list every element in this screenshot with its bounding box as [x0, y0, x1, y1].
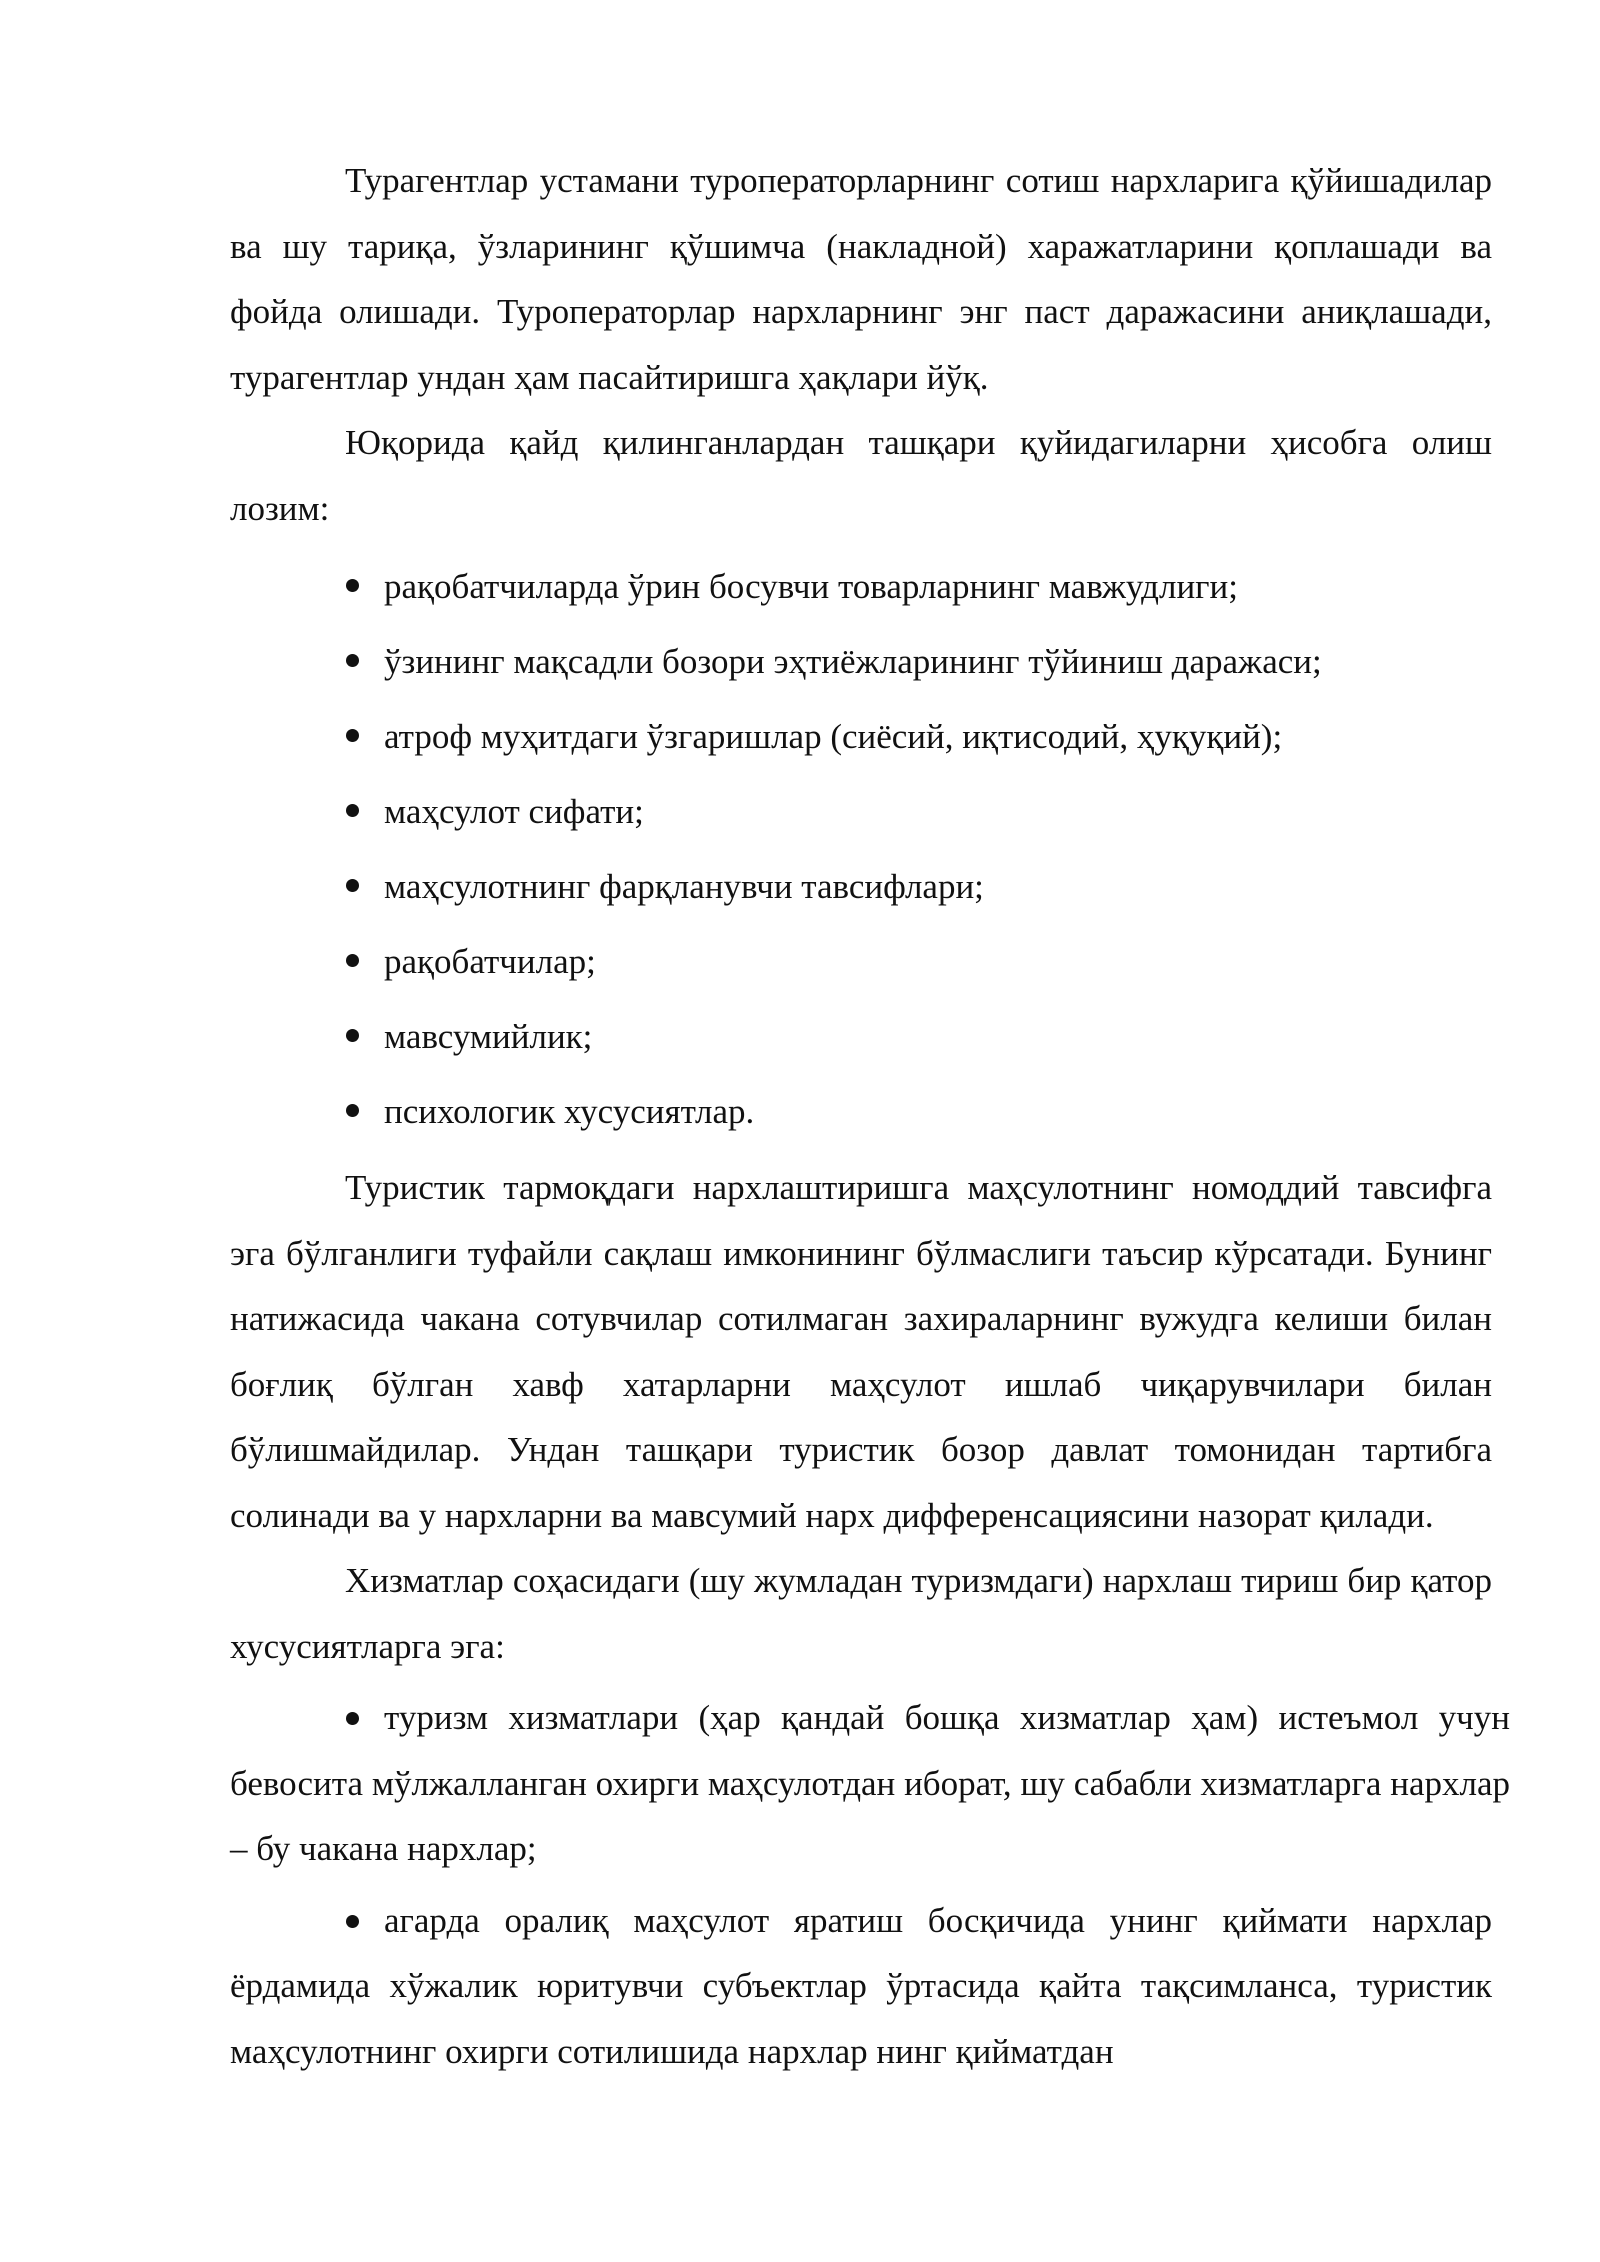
list-item: [230, 1888, 1492, 2085]
list-item-text: мавсумийлик;: [384, 1017, 593, 1056]
bullet-icon: [346, 1029, 359, 1042]
list-item: [230, 774, 1492, 849]
list-item-text: маҳсулот сифати;: [384, 792, 644, 831]
bullet-icon: [346, 729, 359, 742]
list-item: [230, 624, 1492, 699]
bullet-icon: [346, 579, 359, 592]
list-item-text: психологик хусусиятлар.: [384, 1092, 755, 1131]
document-page: [230, 148, 1510, 2084]
bullet-icon: [346, 804, 359, 817]
factor-list: [230, 549, 1492, 1149]
list-item-text: маҳсулотнинг фарқланувчи тавсифлари;: [384, 867, 984, 906]
list-item: [230, 999, 1492, 1074]
list-item-text: атроф муҳитдаги ўзгаришлар (сиёсий, иқтисодий, ҳуқуқий);: [384, 717, 1283, 756]
list-item-text: ўзининг мақсадли бозори эҳтиёжларининг тўйиниш даражаси;: [384, 642, 1322, 681]
bullet-icon: [346, 654, 359, 667]
paragraph-tour-agents: Турагентлар устамани туроператорларнинг сотиш нархларига қўйишадилар ва шу тариқа, ўзларининг қўшимча (накладной) харажатларини қоплашади ва фойда олишади. Туроператорлар нархларнинг энг паст даражасини аниқлашади, турагентлар ундан ҳам пасайтиришга ҳақлари йўқ.: [230, 161, 1492, 397]
paragraph-considerations-intro: Юқорида қайд қилинганлардан ташқари қуйидагиларни ҳисобга олиш лозим:: [230, 423, 1492, 528]
paragraph-services-features: Хизматлар соҳасидаги (шу жумладан туризмдаги) нархлаш тириш бир қатор хусусиятларга эга:: [230, 1561, 1492, 1666]
list-item-text: рақобатчиларда ўрин босувчи товарларнинг мавжудлиги;: [384, 567, 1238, 606]
bullet-icon: [346, 1712, 359, 1725]
list-item-text: рақобатчилар;: [384, 942, 596, 981]
bullet-icon: [346, 1104, 359, 1117]
list-item: [230, 549, 1492, 624]
list-item: [230, 699, 1492, 774]
bullet-icon: [346, 1915, 359, 1928]
list-item: [230, 1685, 1510, 1882]
list-item: [230, 1074, 1492, 1149]
list-item-text: агарда оралиқ маҳсулот яратиш босқичида унинг қиймати нархлар ёрдамида хўжалик юритувчи субъектлар ўртасида қайта тақсимланса, туристик маҳсулотнинг охирги сотилишида нархлар нинг қийматдан: [230, 1900, 1492, 2071]
paragraph-tourism-pricing: Туристик тармоқдаги нархлаштиришга маҳсулотнинг номоддий тавсифга эга бўлганлиги туфайли сақлаш имконининг бўлмаслиги таъсир кўрсатади. Бунинг натижасида чакана сотувчилар сотилмаган захираларнинг вужудга келиши билан боғлиқ бўлган хавф хатарларни маҳсулот ишлаб чиқарувчилари билан бўлишмайдилар. Ундан ташқари туристик бозор давлат томонидан тартибга солинади ва у нархларни ва мавсумий нарх дифференсациясини назорат қилади.: [230, 1168, 1492, 1535]
bullet-icon: [346, 954, 359, 967]
list-item: [230, 924, 1492, 999]
list-item: [230, 849, 1492, 924]
list-item-text: туризм хизматлари (ҳар қандай бошқа хизматлар ҳам) истеъмол учун бевосита мўлжалланган охирги маҳсулотдан иборат, шу сабабли хизматларга нархлар – бу чакана нархлар;: [230, 1698, 1510, 1868]
bullet-icon: [346, 879, 359, 892]
